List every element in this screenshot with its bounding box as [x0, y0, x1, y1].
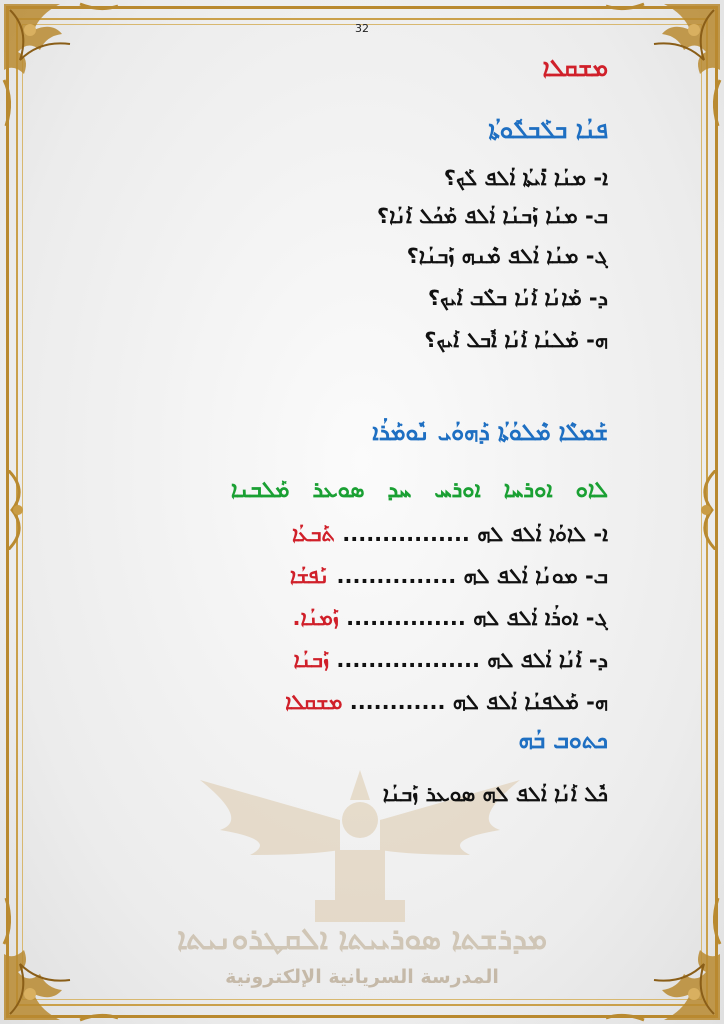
school-name-arabic: المدرسة السريانية الإلكترونية [225, 966, 499, 988]
question-item: ܗ- ܡܰܠܢܳܐ ܐܰܢܳܐ ܐܽܒܠ ܐܰܝܟ؟ [424, 328, 608, 352]
word-bank-item: ܣܘܥܪ [312, 478, 365, 503]
fill-blank-item [285, 690, 608, 715]
fill-blank-prefix: ܗ- ܡܰܠܦܢܳܐ ܐܳܠܦ ܠܗ [452, 690, 608, 714]
fill-blank-dots: ............ [349, 690, 446, 714]
fill-blank-dots: ............... [346, 606, 466, 630]
fill-blank-item [293, 648, 608, 673]
section-heading-write: ܟܬܘܒ ܒܳܗ [518, 728, 608, 754]
question-item: ܕ- ܡܰܐܢܳܐ ܐܰܢܳܐ ܒܠܶܒ ܐܰܝܟ؟ [427, 286, 608, 310]
side-ornament-icon [694, 470, 720, 550]
word-bank-item: ܚܕ [387, 478, 412, 503]
question-item: ܓ- ܡܢܳܐ ܐܳܠܦ ܡܶܢܗ ܙܰܒܢܳܐ؟ [406, 244, 608, 268]
side-ornament-icon [4, 470, 30, 550]
fill-blank-prefix: ܓ- ܐܘܪܳܐ ܐܳܠܦ ܠܗ [473, 606, 608, 630]
example-sentence: ܟܽܠ ܐܰܢܳܐ ܐܳܠܦ ܠܗ ܣܘܥܪ ܙܰܒܢܳܐ [382, 782, 608, 806]
fill-blank-answer: ܙܰܒܢܳܐ [293, 648, 330, 672]
fill-blank-answer: ܬܰܒܥܳܐ [291, 522, 335, 546]
corner-ornament-icon [604, 894, 724, 1024]
word-bank-item: ܡܰܠܒܢܐ [230, 478, 290, 503]
fill-blank-dots: ................ [342, 522, 470, 546]
fill-blank-answer: ܙܰܡܢܳܐ. [292, 606, 339, 630]
corner-ornament-icon [604, 0, 724, 130]
word-bank-item: ܠܐܘ [575, 478, 608, 503]
fill-blank-item [292, 522, 608, 547]
fill-blank-item [290, 564, 608, 589]
fill-blank-dots: ............... [336, 564, 457, 588]
fill-blank-prefix: ܕ- ܐܰܢܳܐ ܐܳܠܦ ܠܗ [487, 648, 608, 672]
word-bank-item: ܐܘܪܚܐ [503, 478, 553, 503]
fill-blank-prefix: ܒ- ܡܘܢܳܐ ܐܳܠܦ ܠܗ [463, 564, 608, 588]
word-bank-item: ܐܘܪܚ [434, 478, 481, 503]
school-name-syriac: ܡܕܪܫܬܐ ܣܘܪܝܝܬܐ ܐܠܩܛܪܘܢܝܬܐ [176, 922, 548, 957]
fill-blank-answer: ܡܫܩܠܐ [285, 690, 343, 714]
fill-blank-answer: ܢܰܦܫܳܐ [289, 564, 330, 588]
page-title: ܡܫܩܠܐ [542, 54, 608, 82]
corner-ornament-icon [0, 894, 120, 1024]
question-item: ܐ- ܡܢܳܐ ܐܺܝܬܳܐ ܐܳܠܦ ܠܰܟ؟ [443, 166, 608, 190]
word-bank [231, 478, 608, 503]
fill-blank-item [293, 606, 608, 631]
section-heading-fill-blanks: ܫܰܡܠܶܐ ܡܶܠܘܳܬܳܐ ܕܰܗܘܳܝ ܢܽܘܡܰܪܳܐ [372, 420, 608, 446]
corner-ornament-icon [0, 0, 120, 130]
section-heading-questions: ܦܢܳܐ ܒܠܰܒܠܽܘܬܳܐ [488, 116, 608, 144]
question-item: ܒ- ܡܢܳܐ ܙܰܒܢܳܐ ܐܳܠܦ ܡܰܟܳܠ ܐܰܢܳܐ؟ [376, 204, 608, 228]
fill-blank-prefix: ܐ- ܠܐܘܳܐ ܐܳܠܦ ܠܗ [477, 522, 608, 546]
fill-blank-dots: .................. [336, 648, 480, 672]
page-number: 32 [355, 22, 369, 35]
